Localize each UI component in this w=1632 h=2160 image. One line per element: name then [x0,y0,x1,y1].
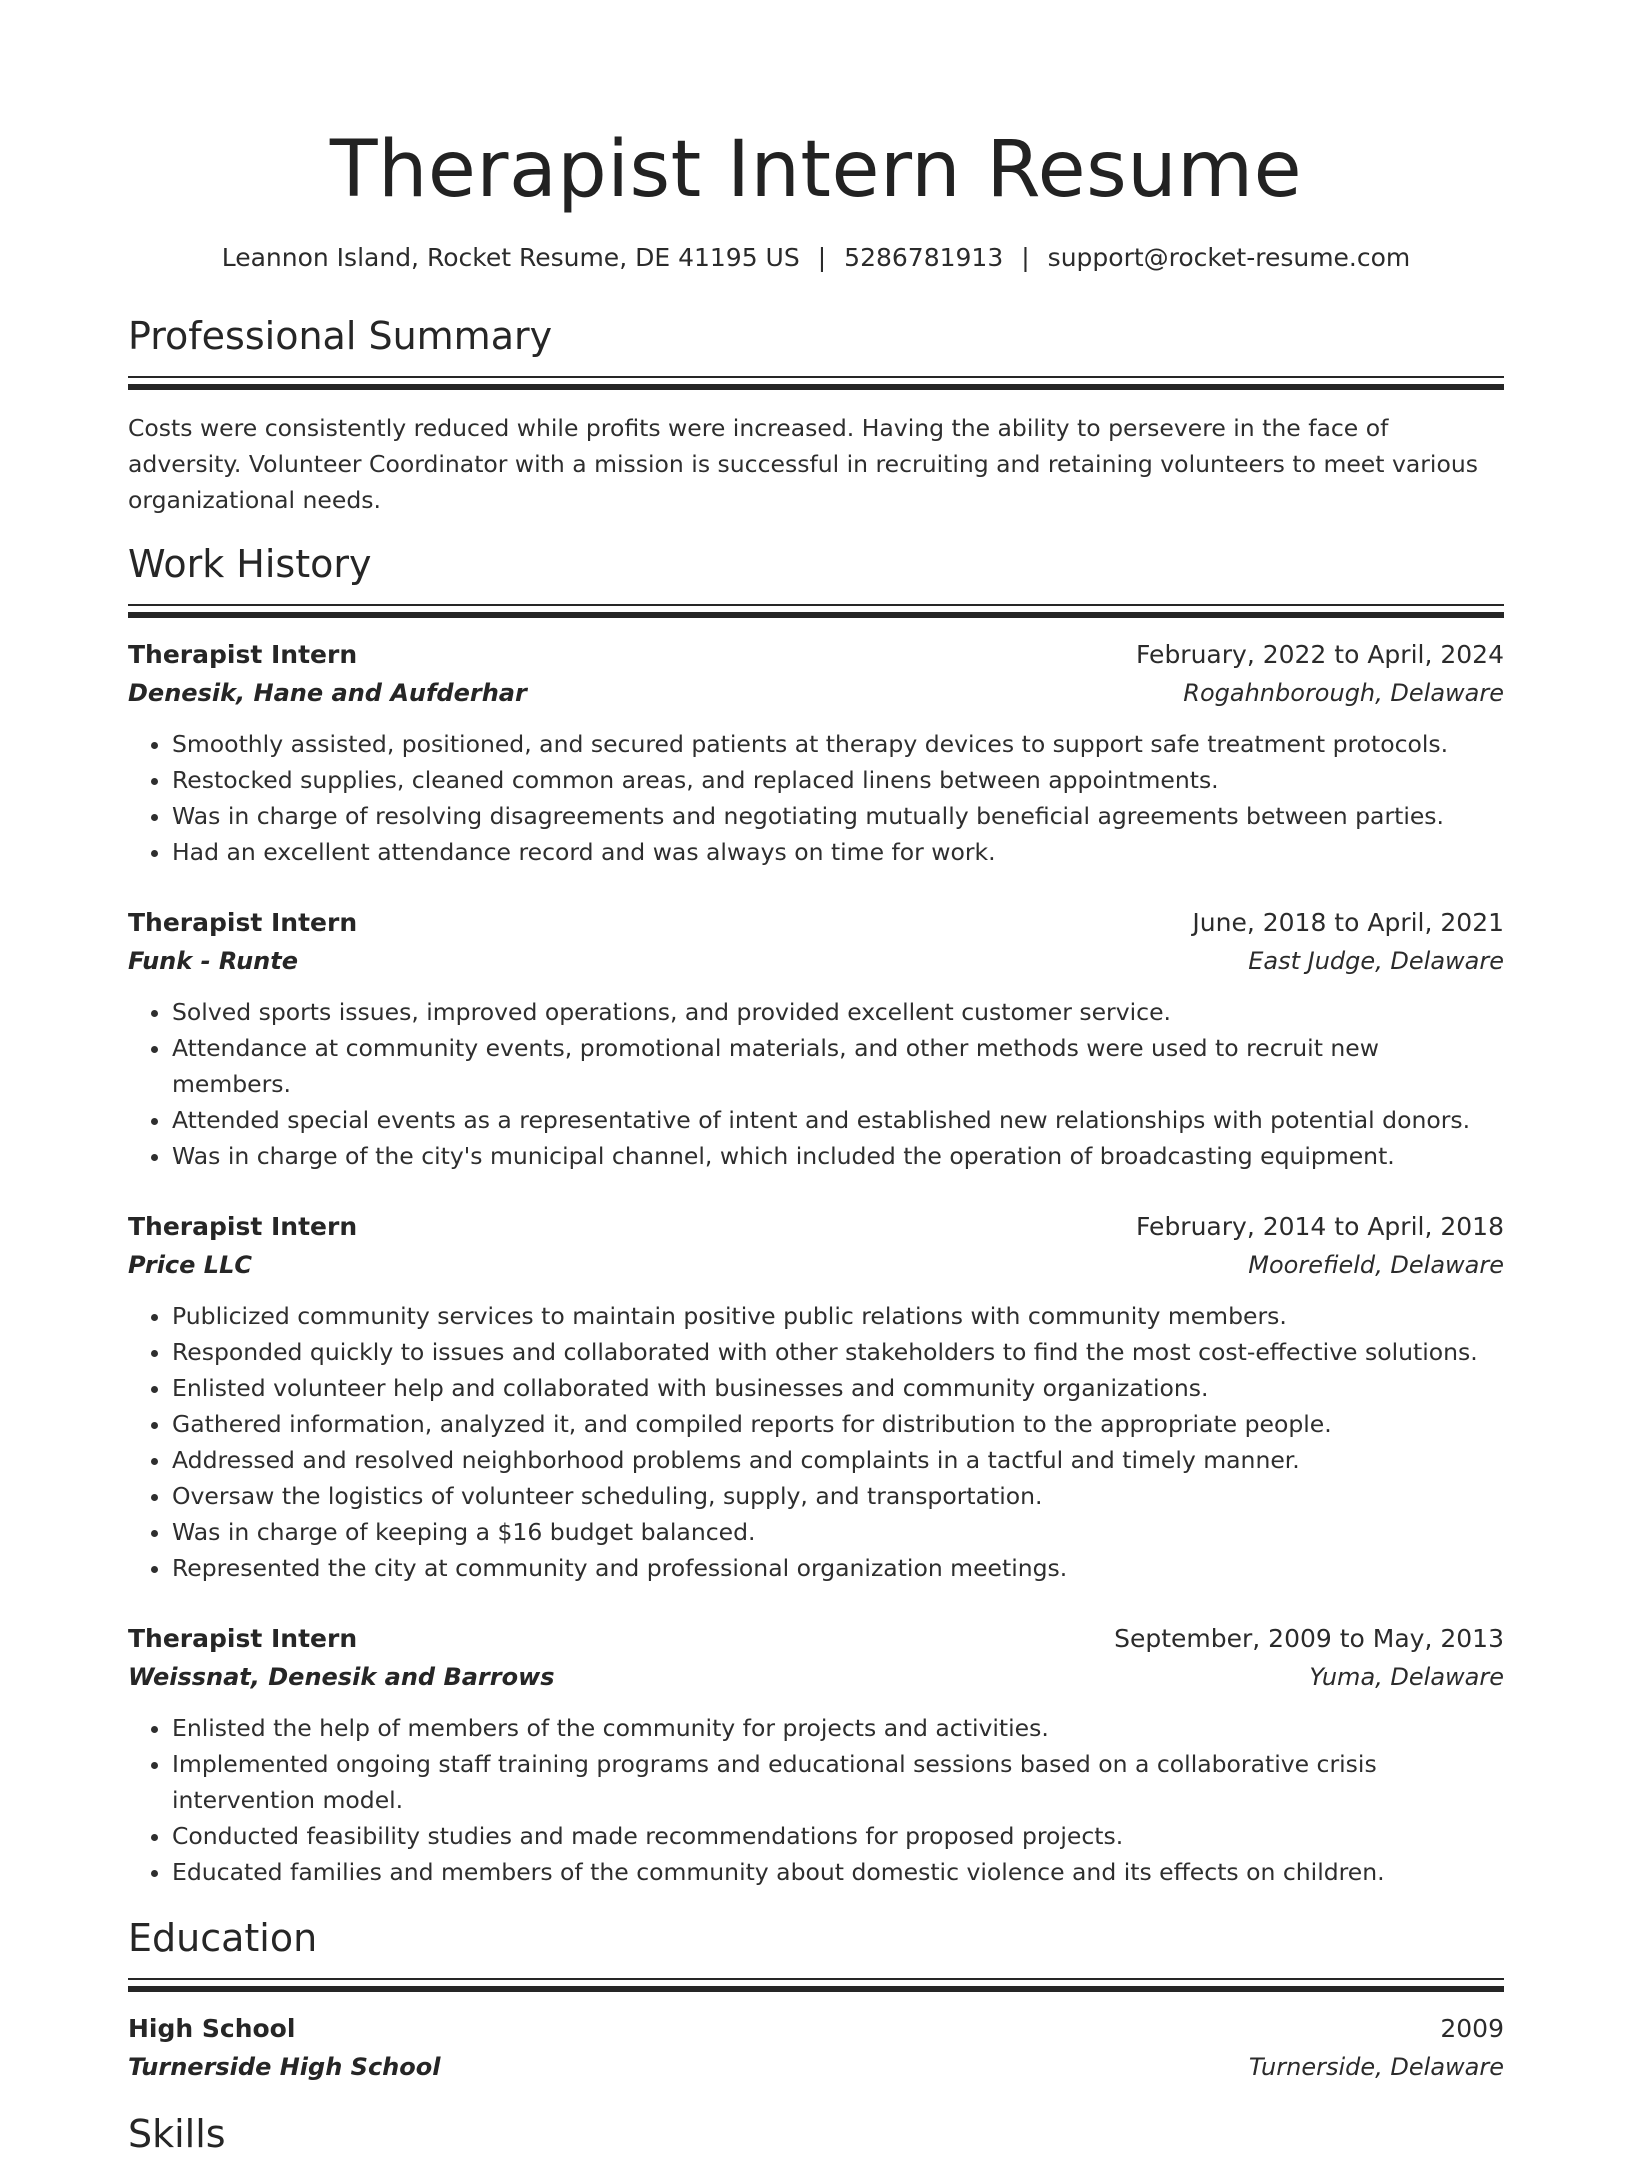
job-company: Denesik, Hane and Aufderhar [128,679,527,707]
job-bullet: • Smoothly assisted, positioned, and secured patients at therapy devices to support safe treatment protocols. [172,726,1504,762]
skills-heading: Skills [128,2112,226,2156]
job-bullet: • Was in charge of keeping a $16 budget balanced. [172,1514,1504,1550]
job-bullet: • Implemented ongoing staff training programs and educational sessions based on a collaborative crisis intervention model. [172,1746,1504,1818]
job-dates: June, 2018 to April, 2021 [1192,908,1504,937]
contact-separator: | [1021,243,1030,272]
job-bullet: • Gathered information, analyzed it, and compiled reports for distribution to the appropriate people. [172,1406,1504,1442]
job-bullet: • Oversaw the logistics of volunteer scheduling, supply, and transportation. [172,1478,1504,1514]
section-rule [128,1978,1504,1992]
work-history-section [128,538,1504,1890]
job-bullet: • Was in charge of the city's municipal channel, which included the operation of broadcasting equipment. [172,1138,1504,1174]
job-bullet: • Enlisted the help of members of the community for projects and activities. [172,1710,1504,1746]
job-bullet: • Was in charge of resolving disagreements and negotiating mutually beneficial agreements between parties. [172,798,1504,834]
job-bullet: • Educated families and members of the community about domestic violence and its effects on children. [172,1854,1504,1890]
section-rule [128,376,1504,390]
education-school: Turnerside High School [128,2053,441,2081]
job-bullets [128,994,1504,1174]
education-section [128,1912,1504,2086]
job-title: Therapist Intern [128,1624,358,1653]
job-bullet: • Conducted feasibility studies and made recommendations for proposed projects. [172,1818,1504,1854]
job-location: Rogahnborough, Delaware [1183,679,1504,707]
summary-section [128,310,1504,518]
job-company: Weissnat, Denesik and Barrows [128,1663,555,1691]
job-entry [128,636,1504,870]
section-rule [128,604,1504,618]
resume-title: Therapist Intern Resume [329,125,1303,215]
job-title: Therapist Intern [128,640,358,669]
contact-phone: 5286781913 [844,243,1004,272]
summary-heading: Professional Summary [128,314,553,358]
education-heading: Education [128,1916,318,1960]
contact-address: Leannon Island, Rocket Resume, DE 41195 US [221,243,800,272]
job-dates: September, 2009 to May, 2013 [1114,1624,1504,1653]
job-company: Price LLC [128,1251,252,1279]
job-location: Moorefield, Delaware [1248,1251,1504,1279]
job-location: East Judge, Delaware [1248,947,1504,975]
job-bullet: • Solved sports issues, improved operations, and provided excellent customer service. [172,994,1504,1030]
job-bullet: • Restocked supplies, cleaned common areas, and replaced linens between appointments. [172,762,1504,798]
summary-text: Costs were consistently reduced while profits were increased. Having the ability to persevere in the face of adversity. Volunteer Coordinator with a mission is successful in recruiting and retaining volunteers to meet various organizational needs. [128,414,1478,514]
education-location: Turnerside, Delaware [1248,2053,1504,2081]
job-bullets [128,726,1504,870]
education-year: 2009 [1440,2014,1504,2043]
contact-separator: | [817,243,827,272]
job-bullet: • Responded quickly to issues and collaborated with other stakeholders to find the most cost-effective solutions. [172,1334,1504,1370]
job-title: Therapist Intern [128,908,358,937]
education-entry [128,2010,1504,2086]
job-location: Yuma, Delaware [1309,1663,1504,1691]
job-entry [128,1620,1504,1890]
job-title: Therapist Intern [128,1212,358,1241]
education-degree: High School [128,2014,296,2043]
contact-line [128,240,1504,276]
job-bullets [128,1710,1504,1890]
job-bullet: • Attended special events as a representative of intent and established new relationships with potential donors. [172,1102,1504,1138]
skills-section [128,2108,1504,2160]
job-bullet: • Had an excellent attendance record and was always on time for work. [172,834,1504,870]
job-bullet: • Enlisted volunteer help and collaborated with businesses and community organizations. [172,1370,1504,1406]
contact-email: support@rocket-resume.com [1047,243,1411,272]
job-bullet: • Represented the city at community and professional organization meetings. [172,1550,1504,1586]
job-dates: February, 2014 to April, 2018 [1136,1212,1504,1241]
job-bullets [128,1298,1504,1586]
job-bullet: • Addressed and resolved neighborhood problems and complaints in a tactful and timely manner. [172,1442,1504,1478]
work-history-heading: Work History [128,542,372,586]
job-entry [128,1208,1504,1586]
job-entry [128,904,1504,1174]
job-dates: February, 2022 to April, 2024 [1136,640,1504,669]
job-bullet: • Publicized community services to maintain positive public relations with community members. [172,1298,1504,1334]
job-bullet: • Attendance at community events, promotional materials, and other methods were used to recruit new members. [172,1030,1504,1102]
job-company: Funk - Runte [128,947,298,975]
